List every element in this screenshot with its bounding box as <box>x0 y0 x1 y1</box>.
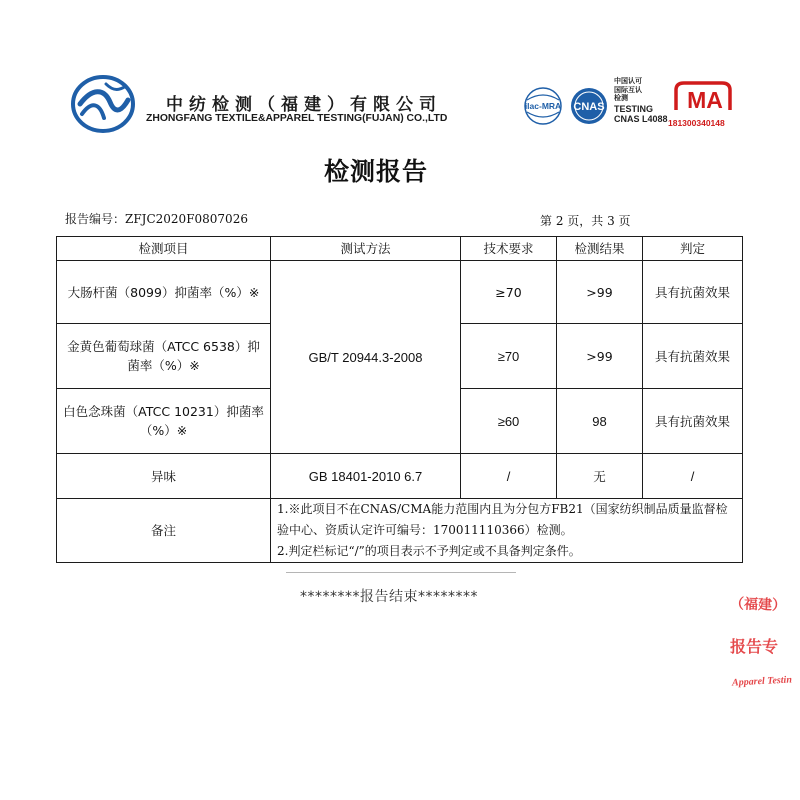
result: 无 <box>557 454 643 499</box>
test-method: GB 18401-2010 6.7 <box>271 454 461 499</box>
table-row <box>57 454 743 499</box>
company-name-en: ZHONGFANG TEXTILE&APPAREL TESTING(FUJAN) CO.,LTD <box>146 113 448 124</box>
header-requirement: 技术要求 <box>461 237 557 261</box>
report-title: 检测报告 <box>323 157 428 186</box>
test-item: 金黄色葡萄球菌（ATCC 6538）抑菌率（%）※ <box>57 324 271 389</box>
result: 98 <box>557 389 643 454</box>
header-result: 检测结果 <box>557 237 643 261</box>
requirement: ≥70 <box>461 324 557 389</box>
ilac-label: ilac-MRA <box>524 101 562 111</box>
table-row <box>57 261 743 324</box>
verdict: 具有抗菌效果 <box>643 324 743 389</box>
test-method: GB/T 20944.3-2008 <box>271 261 461 454</box>
result: >99 <box>557 261 643 324</box>
results-table <box>56 236 743 563</box>
notes-row <box>57 499 743 563</box>
cnas-line-4: TESTING <box>614 103 654 114</box>
requirement: ≥70 <box>461 261 557 324</box>
cnas-line-3: 检测 <box>614 95 628 103</box>
report-end-marker: ********报告结束******** <box>300 589 478 605</box>
note-1: 1.※此项目不在CNAS/CMA能力范围内且为分包方FB21（国家纺织制品质量监督检验中心、资质认定许可编号：170011110366）检测。 <box>277 502 728 537</box>
end-divider <box>286 572 516 573</box>
header-verdict: 判定 <box>643 237 743 261</box>
header-test-method: 测试方法 <box>271 237 461 261</box>
header-test-item: 检测项目 <box>57 237 271 261</box>
verdict: / <box>643 454 743 499</box>
ma-label: MA <box>687 87 723 113</box>
test-item: 白色念珠菌（ATCC 10231）抑菌率（%）※ <box>57 389 271 454</box>
test-item: 异味 <box>57 454 271 499</box>
result: >99 <box>557 324 643 389</box>
cnas-logo-icon <box>566 86 612 126</box>
report-number: 报告编号：ZFJC2020F0807026 <box>65 212 248 226</box>
ilac-mra-logo-icon <box>520 86 566 126</box>
cnas-accreditation-text <box>614 78 668 124</box>
notes-content <box>271 499 743 563</box>
company-name-cn: 中纺检测（福建）有限公司 <box>166 95 442 115</box>
cnas-line-2: 国际互认 <box>614 86 642 94</box>
requirement: / <box>461 454 557 499</box>
note-2: 2.判定栏标记“/”的项目表示不予判定或不具备判定条件。 <box>277 544 581 558</box>
table-header-row <box>57 237 743 261</box>
cma-logo-icon <box>672 80 734 114</box>
test-item: 大肠杆菌（8099）抑菌率（%）※ <box>57 261 271 324</box>
red-seal-stamp <box>722 592 800 702</box>
stamp-text-1: （福建） <box>729 596 787 614</box>
requirement: ≥60 <box>461 389 557 454</box>
stamp-text-3: Apparel Testin <box>731 674 793 689</box>
verdict: 具有抗菌效果 <box>643 261 743 324</box>
cnas-line-5: CNAS L4088 <box>614 113 668 124</box>
verdict: 具有抗菌效果 <box>643 389 743 454</box>
cma-number: 181300340148 <box>668 118 725 128</box>
notes-label: 备注 <box>57 499 271 563</box>
stamp-text-2: 报告专 <box>730 637 779 656</box>
cnas-label: CNAS <box>573 101 605 113</box>
page-indicator: 第 2 页，共 3 页 <box>540 214 631 228</box>
cnas-line-1: 中国认可 <box>614 78 642 85</box>
company-logo-icon <box>70 74 136 134</box>
